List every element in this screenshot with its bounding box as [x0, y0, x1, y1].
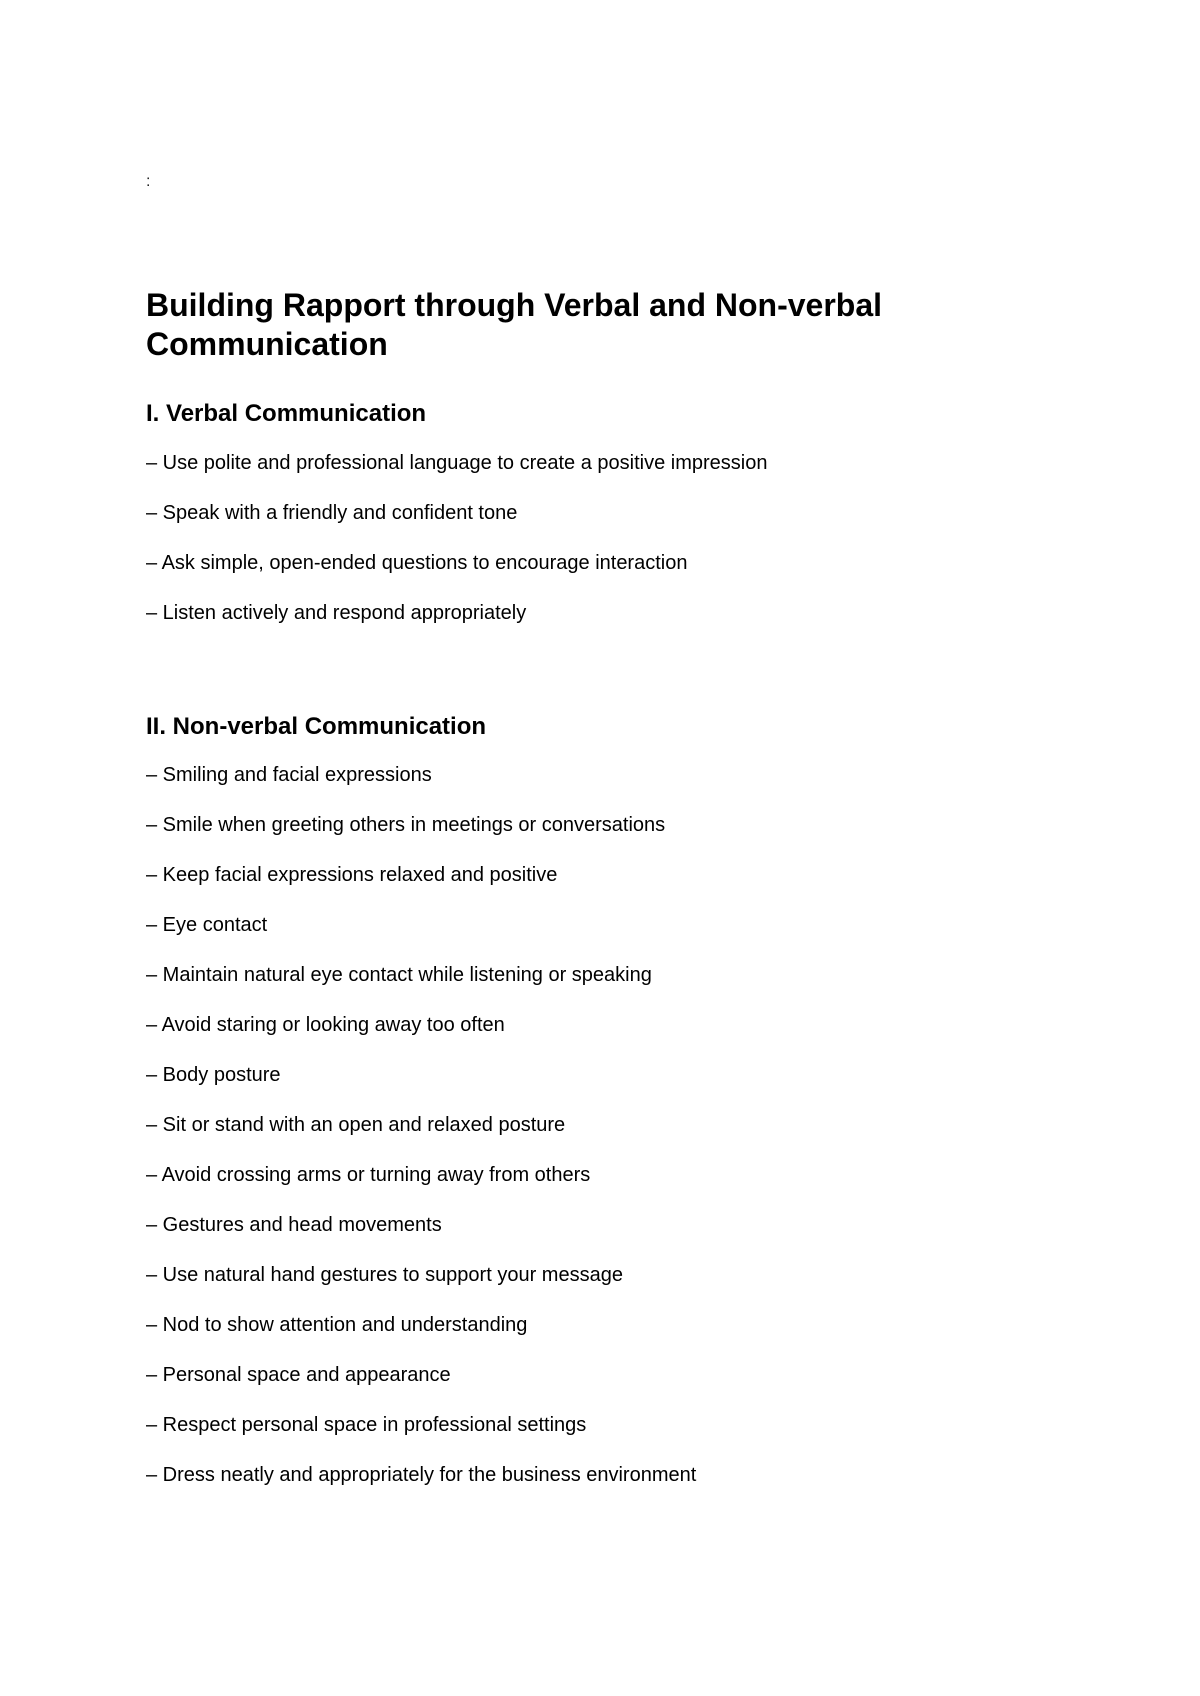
list-item: – Avoid staring or looking away too often — [146, 1014, 505, 1036]
list-item: – Smiling and facial expressions — [146, 764, 432, 786]
section-heading-nonverbal: II. Non-verbal Communication — [146, 713, 487, 740]
list-item: – Dress neatly and appropriately for the business environment — [146, 1464, 697, 1486]
list-item: – Keep facial expressions relaxed and positive — [146, 864, 558, 886]
list-item: – Speak with a friendly and confident tone — [146, 502, 518, 524]
list-item: – Respect personal space in professional settings — [146, 1414, 587, 1436]
list-item: – Maintain natural eye contact while listening or speaking — [146, 964, 652, 986]
list-item: – Body posture — [146, 1064, 281, 1086]
list-item: – Gestures and head movements — [146, 1214, 442, 1236]
page-marker: : — [146, 173, 151, 190]
list-item: – Nod to show attention and understanding — [146, 1314, 528, 1336]
list-item: – Sit or stand with an open and relaxed posture — [146, 1114, 566, 1136]
document-title: Building Rapport through Verbal and Non-verbal Communication — [146, 287, 883, 362]
list-item: – Ask simple, open-ended questions to encourage interaction — [146, 552, 688, 574]
list-item: – Use natural hand gestures to support your message — [146, 1264, 623, 1286]
section-heading-verbal: I. Verbal Communication — [146, 400, 427, 427]
list-item: – Smile when greeting others in meetings or conversations — [146, 814, 666, 836]
list-item: – Eye contact — [146, 914, 268, 936]
list-item: – Personal space and appearance — [146, 1364, 451, 1386]
list-item: – Listen actively and respond appropriately — [146, 602, 527, 624]
list-item: – Use polite and professional language to create a positive impression — [146, 452, 768, 474]
list-item: – Avoid crossing arms or turning away from others — [146, 1164, 591, 1186]
